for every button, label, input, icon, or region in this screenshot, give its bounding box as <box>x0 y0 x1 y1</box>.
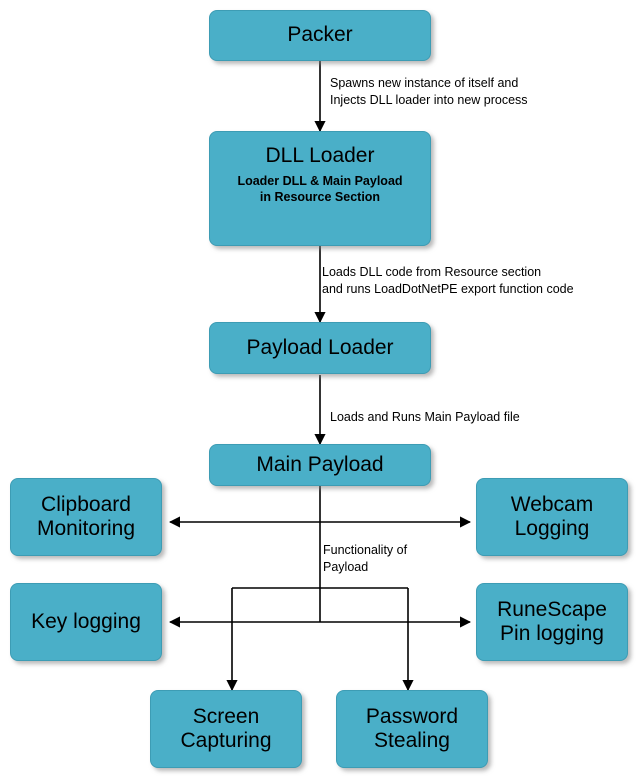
node-main-payload[interactable] <box>209 444 431 486</box>
node-password-stealing[interactable] <box>336 690 488 768</box>
node-dll-loader[interactable] <box>209 131 431 246</box>
node-dll-loader-sublabel: Loader DLL & Main Payload in Resource Section <box>237 174 403 204</box>
node-webcam-logging-label: Webcam Logging <box>510 492 594 540</box>
node-clipboard-monitoring-label: Clipboard Monitoring <box>36 492 136 540</box>
node-packer[interactable] <box>209 10 431 61</box>
node-key-logging-label: Key logging <box>31 609 141 633</box>
node-screen-capturing[interactable] <box>150 690 302 768</box>
node-payload-loader-label: Payload Loader <box>246 335 394 359</box>
node-payload-loader[interactable] <box>209 322 431 374</box>
node-password-stealing-label: Password Stealing <box>365 704 459 752</box>
edge-label-payload-loader-to-main-payload: Loads and Runs Main Payload file <box>330 410 520 424</box>
node-packer-label: Packer <box>287 23 353 47</box>
node-webcam-logging[interactable] <box>476 478 628 556</box>
node-clipboard-monitoring[interactable] <box>10 478 162 556</box>
node-key-logging[interactable] <box>10 583 162 661</box>
node-dll-loader-label: DLL Loader <box>265 144 375 167</box>
node-runescape-pin-logging[interactable] <box>476 583 628 661</box>
node-main-payload-label: Main Payload <box>256 452 384 476</box>
node-screen-capturing-label: Screen Capturing <box>180 704 272 752</box>
edge-label-packer-to-dll-loader: Spawns new instance of itself and Injects DLL loader into new process <box>330 76 528 107</box>
edge-label-payload-functionality: Functionality of Payload <box>323 543 408 574</box>
node-runescape-pin-logging-label: RuneScape Pin logging <box>497 597 607 645</box>
edge-label-dll-loader-to-payload-loader: Loads DLL code from Resource section and runs LoadDotNetPE export function code <box>322 265 574 296</box>
